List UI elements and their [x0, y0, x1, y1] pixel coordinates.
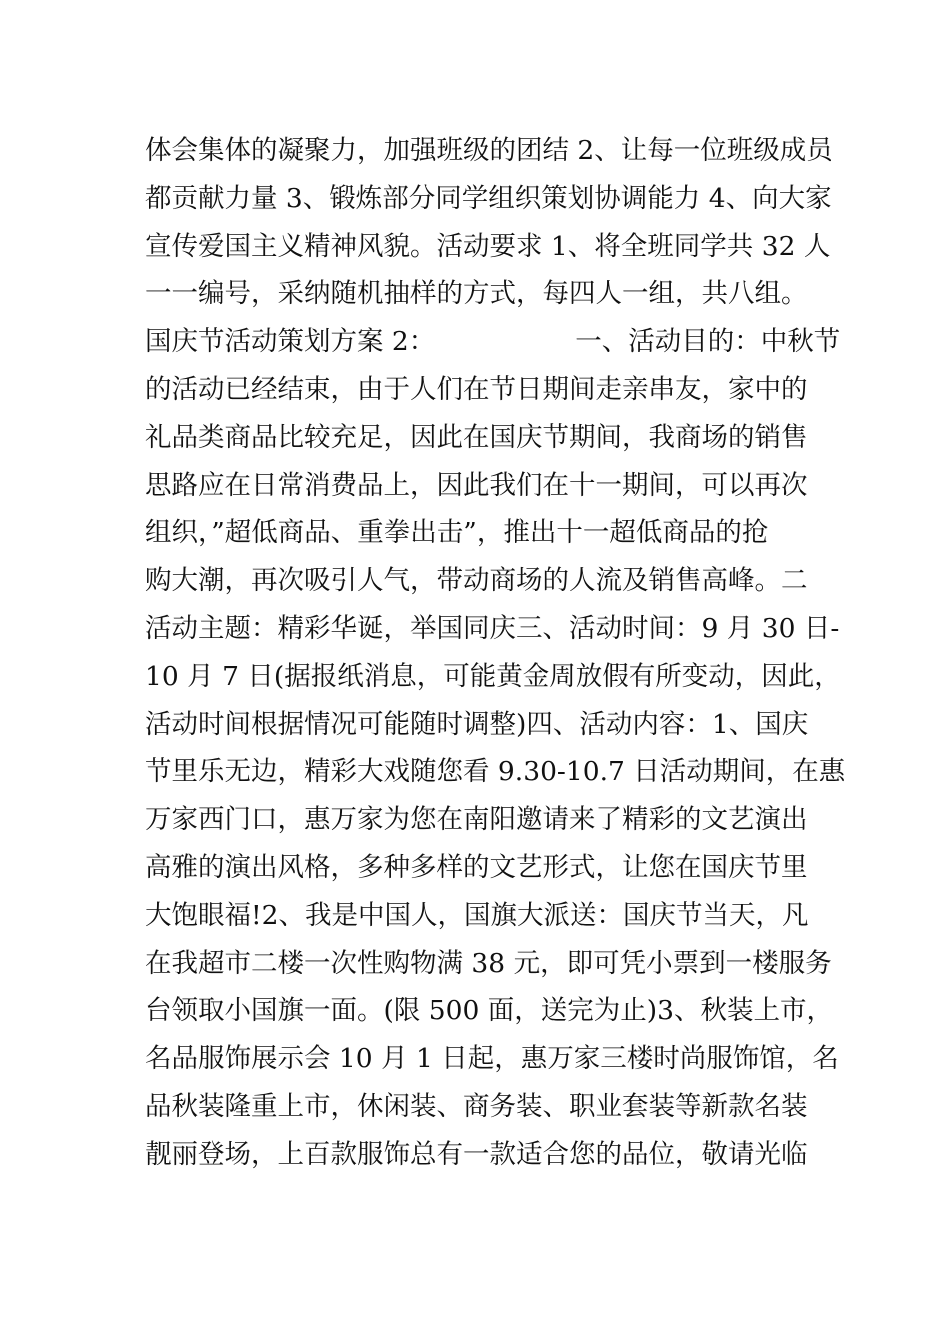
text-line-15: 万家西门口，惠万家为您在南阳邀请来了精彩的文艺演出 — [145, 804, 808, 836]
text-line-18: 在我超市二楼一次性购物满 38 元，即可凭小票到一楼服务 — [145, 947, 832, 979]
text-line-17: 大饱眼福!2、我是中国人，国旗大派送：国庆节当天，凡 — [145, 899, 809, 931]
text-line-4: 一一编号，采纳随机抽样的方式，每四人一组，共八组。 — [145, 278, 808, 310]
text-line-13: 活动时间根据情况可能随时调整)四、活动内容：1、国庆 — [145, 708, 809, 740]
text-line-11: 活动主题：精彩华诞，举国同庆三、活动时间：9 月 30 日- — [145, 612, 840, 644]
text-line-5 — [145, 318, 841, 366]
text-line-12: 10 月 7 日(据报纸消息，可能黄金周放假有所变动，因此， — [145, 660, 841, 692]
text-line-9: 组织，”超低商品、重拳出击”，推出十一超低商品的抢 — [145, 517, 769, 549]
text-line-7: 礼品类商品比较充足，因此在国庆节期间，我商场的销售 — [145, 421, 808, 453]
text-line-2: 都贡献力量 3、锻炼部分同学组织策划协调能力 4、向大家 — [145, 182, 832, 214]
text-line-10: 购大潮，再次吸引人气，带动商场的人流及销售高峰。二 — [145, 565, 808, 597]
text-line-8: 思路应在日常消费品上，因此我们在十一期间，可以再次 — [145, 469, 808, 501]
body-text — [145, 127, 846, 1179]
text-line-1: 体会集体的凝聚力，加强班级的团结 2、让每一位班级成员 — [145, 135, 833, 166]
section-intro: 一、活动目的：中秋节 — [575, 326, 841, 358]
text-line-3: 宣传爱国主义精神风貌。活动要求 1、将全班同学共 32 人 — [145, 230, 831, 262]
text-line-14: 节里乐无边，精彩大戏随您看 9.30-10.7 日活动期间，在惠 — [145, 756, 846, 788]
text-line-21: 品秋装隆重上市，休闲装、商务装、职业套装等新款名装 — [145, 1090, 808, 1122]
text-line-6: 的活动已经结束，由于人们在节日期间走亲串友，家中的 — [145, 373, 808, 405]
text-line-19: 台领取小国旗一面。(限 500 面，送完为止)3、秋装上市， — [145, 995, 833, 1027]
section-heading: 国庆节活动策划方案 2： — [145, 326, 436, 358]
text-line-16: 高雅的演出风格，多种多样的文艺形式，让您在国庆节里 — [145, 851, 808, 883]
text-line-20: 名品服饰展示会 10 月 1 日起，惠万家三楼时尚服饰馆，名 — [145, 1043, 839, 1075]
text-line-22: 靓丽登场，上百款服饰总有一款适合您的品位，敬请光临 — [145, 1138, 808, 1170]
